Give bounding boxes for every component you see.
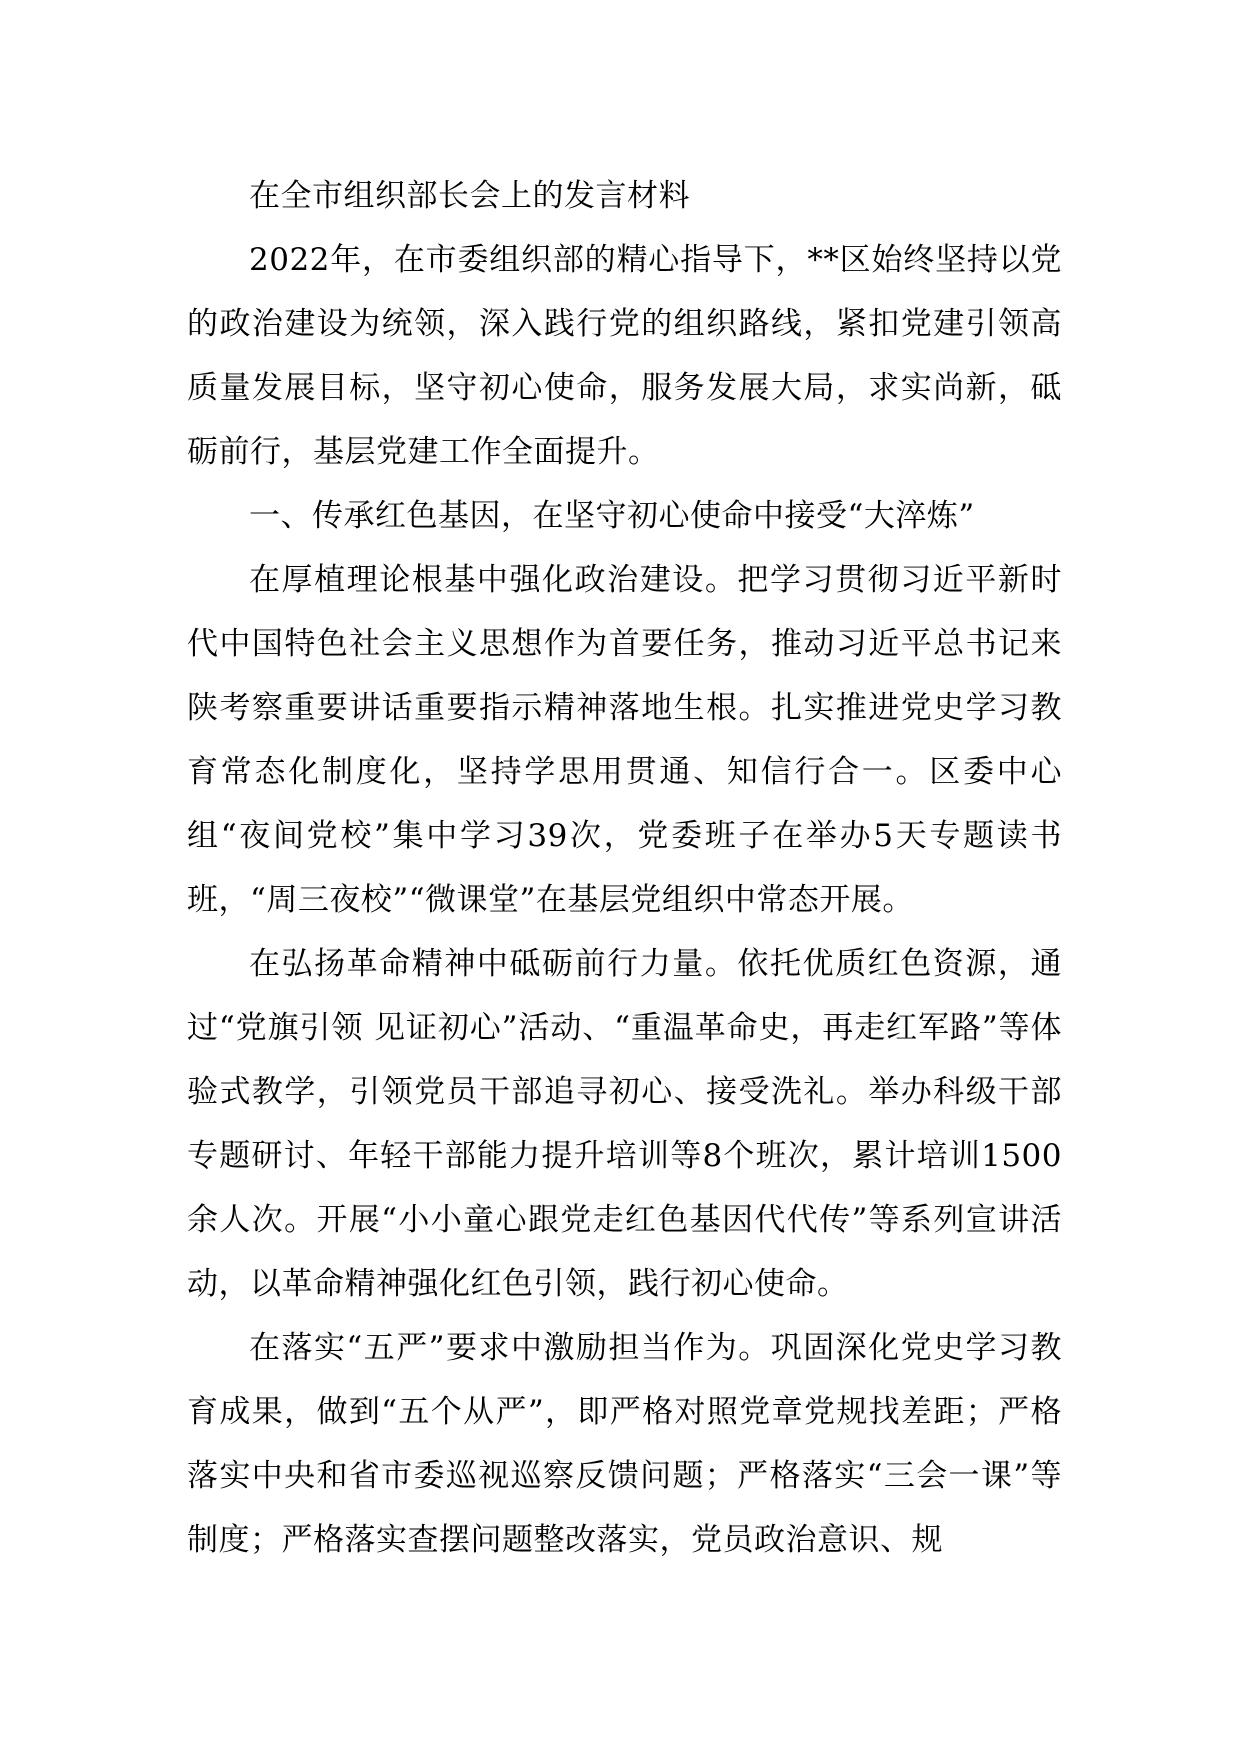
section-heading-1: 一、传承红色基因，在坚守初心使命中接受“大淬炼”: [249, 498, 975, 534]
paragraph-theory: 在厚植理论根基中强化政治建设。把学习贯彻习近平新时代中国特色社会主义思想作为首要任务，推动习近平总书记来陕考察重要讲话重要指示精神落地生根。扎实推进党史学习教育常态化制度化，坚持学思用贯通、知信行合一。区委中心组“夜间党校”集中学习39次，党委班子在举办5天专题读书班，“周三夜校”“微课堂”在基层党组织中常态开展。: [187, 562, 1062, 918]
paragraph-intro: 2022年，在市委组织部的精心指导下，**区始终坚持以党的政治建设为统领，深入践行党的组织路线，紧扣党建引领高质量发展目标，坚守初心使命，服务发展大局，求实尚新，砥砺前行，基层党建工作全面提升。: [187, 242, 1062, 470]
document-title: 在全市组织部长会上的发言材料: [249, 178, 690, 214]
paragraph-five-strict: 在落实“五严”要求中激励担当作为。巩固深化党史学习教育成果，做到“五个从严”，即严格对照党章党规找差距；严格落实中央和省市委巡视巡察反馈问题；严格落实“三会一课”等制度；严格落实查摆问题整改落实，党员政治意识、规: [187, 1330, 1062, 1558]
document-body: [187, 164, 1062, 1572]
paragraph-revolution-spirit: 在弘扬革命精神中砥砺前行力量。依托优质红色资源，通过“党旗引领 见证初心”活动、“重温革命史，再走红军路”等体验式教学，引领党员干部追寻初心、接受洗礼。举办科级干部专题研讨、年轻干部能力提升培训等8个班次，累计培训1500余人次。开展“小小童心跟党走红色基因代代传”等系列宣讲活动，以革命精神强化红色引领，践行初心使命。: [187, 946, 1062, 1302]
